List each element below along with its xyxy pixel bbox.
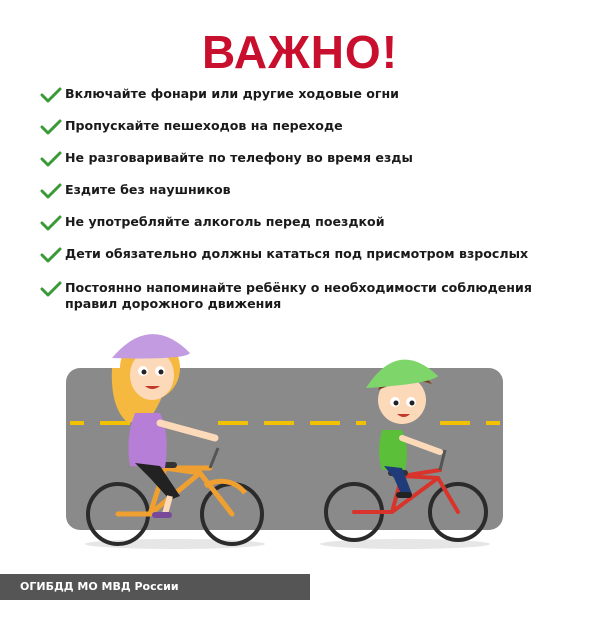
checkmark-icon xyxy=(40,151,62,167)
list-item xyxy=(40,86,560,102)
rule-text: Дети обязательно должны кататься под присмотром взрослых xyxy=(65,246,529,261)
footer-caption: ОГИБДД МО МВД России "Полярнозоринский" xyxy=(0,574,310,600)
list-item xyxy=(40,150,560,166)
rule-text: Постоянно напоминайте ребёнку о необходимости соблюдения правил дорожного движения xyxy=(65,280,532,311)
rule-text: Не разговаривайте по телефону во время езды xyxy=(65,150,413,165)
rule-text: Не употребляйте алкоголь перед поездкой xyxy=(65,214,385,229)
rule-text: Пропускайте пешеходов на переходе xyxy=(65,118,343,133)
cyclists-illustration xyxy=(0,318,600,558)
checkmark-icon xyxy=(40,247,62,263)
checkmark-icon xyxy=(40,87,62,103)
list-item xyxy=(40,214,560,230)
page-title: ВАЖНО! xyxy=(201,26,399,78)
checkmark-icon xyxy=(40,215,62,231)
list-item xyxy=(40,280,560,312)
list-item xyxy=(40,246,560,262)
rule-text: Ездите без наушников xyxy=(65,182,231,197)
safety-rules-list xyxy=(40,86,560,328)
rule-text: Включайте фонари или другие ходовые огни xyxy=(65,86,399,101)
checkmark-icon xyxy=(40,119,62,135)
list-item xyxy=(40,118,560,134)
checkmark-icon xyxy=(40,281,62,297)
checkmark-icon xyxy=(40,183,62,199)
list-item xyxy=(40,182,560,198)
